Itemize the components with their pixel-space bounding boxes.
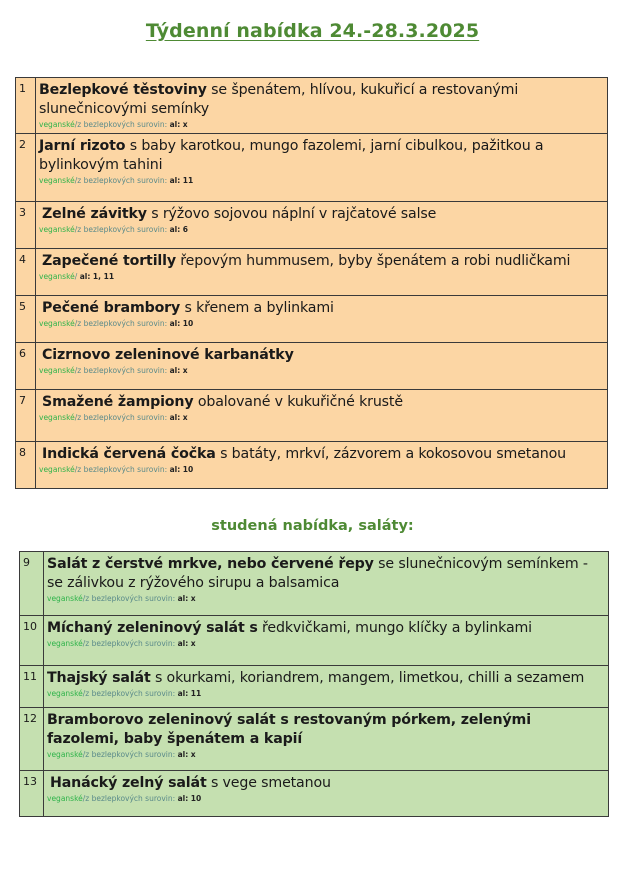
- item-description-cell: [44, 708, 609, 771]
- cold-menu-table: [19, 551, 609, 817]
- allergens-label: al: 1, 11: [79, 272, 115, 281]
- item-number: 9: [20, 552, 44, 616]
- allergens-label: al: x: [169, 366, 188, 375]
- menu-row: [16, 442, 608, 489]
- allergens-label: al: x: [177, 594, 196, 603]
- diet-tag: [39, 412, 601, 423]
- dish-text: [39, 299, 601, 318]
- dish-text: [39, 137, 601, 175]
- menu-row: [16, 390, 608, 442]
- dish-details: s rýžovo sojovou náplní v rajčatové salse: [146, 206, 437, 222]
- allergens-label: al: 11: [169, 176, 194, 185]
- item-description-cell: [36, 296, 608, 343]
- dish-details: s křenem a bylinkami: [180, 300, 334, 316]
- diet-tag: [39, 224, 601, 235]
- allergens-label: al: 6: [169, 225, 189, 234]
- item-description-cell: [44, 771, 609, 817]
- dish-text: [39, 346, 601, 365]
- item-number: 10: [20, 616, 44, 666]
- dish-name: Bezlepkové těstoviny: [39, 82, 207, 98]
- item-number: 2: [16, 134, 36, 202]
- dish-name: Smažené žampiony: [42, 394, 194, 410]
- dish-text: [39, 252, 601, 271]
- gluten-free-label: /z bezlepkových surovin:: [82, 689, 176, 698]
- diet-tag: [47, 688, 602, 699]
- dish-text: [39, 393, 601, 412]
- gluten-free-label: /z bezlepkových surovin:: [82, 594, 176, 603]
- dish-details: se slunečnicovým semínkem - se zálivkou z rýžového sirupu a balsamica: [47, 556, 588, 591]
- item-number: 12: [20, 708, 44, 771]
- dish-name: Jarní rizoto: [39, 138, 126, 154]
- vegan-label: veganské: [47, 594, 83, 603]
- item-number: 8: [16, 442, 36, 489]
- gluten-free-label: /z bezlepkových surovin:: [74, 120, 168, 129]
- diet-tag: [39, 119, 601, 130]
- gluten-free-label: /: [74, 272, 78, 281]
- vegan-label: veganské: [47, 750, 83, 759]
- dish-details: ředkvičkami, mungo klíčky a bylinkami: [257, 620, 532, 636]
- item-number: 11: [20, 666, 44, 708]
- dish-text: [47, 711, 602, 749]
- menu-row: [16, 249, 608, 296]
- vegan-label: veganské: [39, 176, 75, 185]
- dish-name: Míchaný zeleninový salát s: [47, 620, 258, 636]
- menu-row: [16, 134, 608, 202]
- dish-text: [47, 669, 602, 688]
- item-number: 5: [16, 296, 36, 343]
- diet-tag: [39, 464, 601, 475]
- item-description-cell: [44, 616, 609, 666]
- dish-name: Cizrnovo zeleninové karbanátky: [42, 347, 294, 363]
- allergens-label: al: 11: [177, 689, 202, 698]
- dish-name: Hanácký zelný salát: [50, 775, 207, 791]
- vegan-label: veganské: [39, 120, 75, 129]
- dish-name: Pečené brambory: [42, 300, 181, 316]
- dish-details: s vege smetanou: [206, 775, 331, 791]
- dish-name: Salát z čerstvé mrkve, nebo červené řepy: [47, 556, 374, 572]
- menu-row: [20, 771, 609, 817]
- menu-row: [16, 202, 608, 249]
- diet-tag: [47, 638, 602, 649]
- vegan-label: veganské: [39, 272, 75, 281]
- gluten-free-label: /z bezlepkových surovin:: [82, 750, 176, 759]
- gluten-free-label: /z bezlepkových surovin:: [74, 319, 168, 328]
- menu-row: [16, 296, 608, 343]
- item-description-cell: [44, 552, 609, 616]
- diet-tag: [39, 365, 601, 376]
- dish-details: s baby karotkou, mungo fazolemi, jarní cibulkou, pažitkou a bylinkovým tahini: [39, 138, 544, 173]
- allergens-label: al: 10: [169, 465, 194, 474]
- vegan-label: veganské: [39, 413, 75, 422]
- item-number: 1: [16, 78, 36, 134]
- vegan-label: veganské: [39, 225, 75, 234]
- dish-text: [47, 555, 602, 593]
- gluten-free-label: /z bezlepkových surovin:: [82, 639, 176, 648]
- dish-name: Thajský salát: [47, 670, 151, 686]
- gluten-free-label: /z bezlepkových surovin:: [74, 413, 168, 422]
- item-description-cell: [36, 343, 608, 390]
- menu-row: [20, 666, 609, 708]
- allergens-label: al: 10: [169, 319, 194, 328]
- diet-tag: [47, 749, 602, 760]
- item-description-cell: [36, 442, 608, 489]
- item-description-cell: [36, 202, 608, 249]
- warm-menu-table: [15, 77, 608, 489]
- dish-text: [47, 774, 602, 793]
- vegan-label: veganské: [47, 689, 83, 698]
- allergens-label: al: x: [169, 120, 188, 129]
- dish-details: s batáty, mrkví, zázvorem a kokosovou smetanou: [215, 446, 566, 462]
- dish-name: Zapečené tortilly: [42, 253, 176, 269]
- menu-row: [16, 78, 608, 134]
- item-description-cell: [36, 390, 608, 442]
- dish-text: [39, 445, 601, 464]
- gluten-free-label: /z bezlepkových surovin:: [74, 465, 168, 474]
- menu-row: [16, 343, 608, 390]
- menu-row: [20, 708, 609, 771]
- item-description-cell: [36, 78, 608, 134]
- allergens-label: al: x: [169, 413, 188, 422]
- dish-name: Zelné závitky: [42, 206, 147, 222]
- gluten-free-label: /z bezlepkových surovin:: [74, 225, 168, 234]
- allergens-label: al: 10: [177, 794, 202, 803]
- item-number: 4: [16, 249, 36, 296]
- dish-name: Bramborovo zeleninový salát s restovaným pórkem, zelenými fazolemi, baby špenátem a kapií: [47, 712, 531, 747]
- allergens-label: al: x: [177, 639, 196, 648]
- dish-text: [47, 619, 602, 638]
- diet-tag: [39, 271, 601, 282]
- diet-tag: [47, 593, 602, 604]
- vegan-label: veganské: [47, 794, 83, 803]
- dish-name: Indická červená čočka: [42, 446, 216, 462]
- item-description-cell: [44, 666, 609, 708]
- dish-details: obalované v kukuřičné krustě: [193, 394, 403, 410]
- item-number: 7: [16, 390, 36, 442]
- cold-section-title: studená nabídka, saláty:: [211, 518, 414, 534]
- allergens-label: al: x: [177, 750, 196, 759]
- gluten-free-label: /z bezlepkových surovin:: [82, 794, 176, 803]
- page-title: Týdenní nabídka 24.-28.3.2025: [145, 20, 480, 42]
- diet-tag: [39, 318, 601, 329]
- menu-row: [20, 616, 609, 666]
- dish-details: řepovým hummusem, byby špenátem a robi nudličkami: [175, 253, 571, 269]
- item-number: 6: [16, 343, 36, 390]
- item-description-cell: [36, 249, 608, 296]
- item-description-cell: [36, 134, 608, 202]
- item-number: 13: [20, 771, 44, 817]
- vegan-label: veganské: [39, 319, 75, 328]
- vegan-label: veganské: [47, 639, 83, 648]
- gluten-free-label: /z bezlepkových surovin:: [74, 176, 168, 185]
- diet-tag: [47, 793, 602, 804]
- diet-tag: [39, 175, 601, 186]
- item-number: 3: [16, 202, 36, 249]
- vegan-label: veganské: [39, 465, 75, 474]
- dish-details: s okurkami, koriandrem, mangem, limetkou, chilli a sezamem: [150, 670, 585, 686]
- menu-row: [20, 552, 609, 616]
- dish-details: se špenátem, hlívou, kukuřicí a restovanými slunečnicovými semínky: [39, 82, 519, 117]
- vegan-label: veganské: [39, 366, 75, 375]
- dish-text: [39, 205, 601, 224]
- dish-text: [39, 81, 601, 119]
- gluten-free-label: /z bezlepkových surovin:: [74, 366, 168, 375]
